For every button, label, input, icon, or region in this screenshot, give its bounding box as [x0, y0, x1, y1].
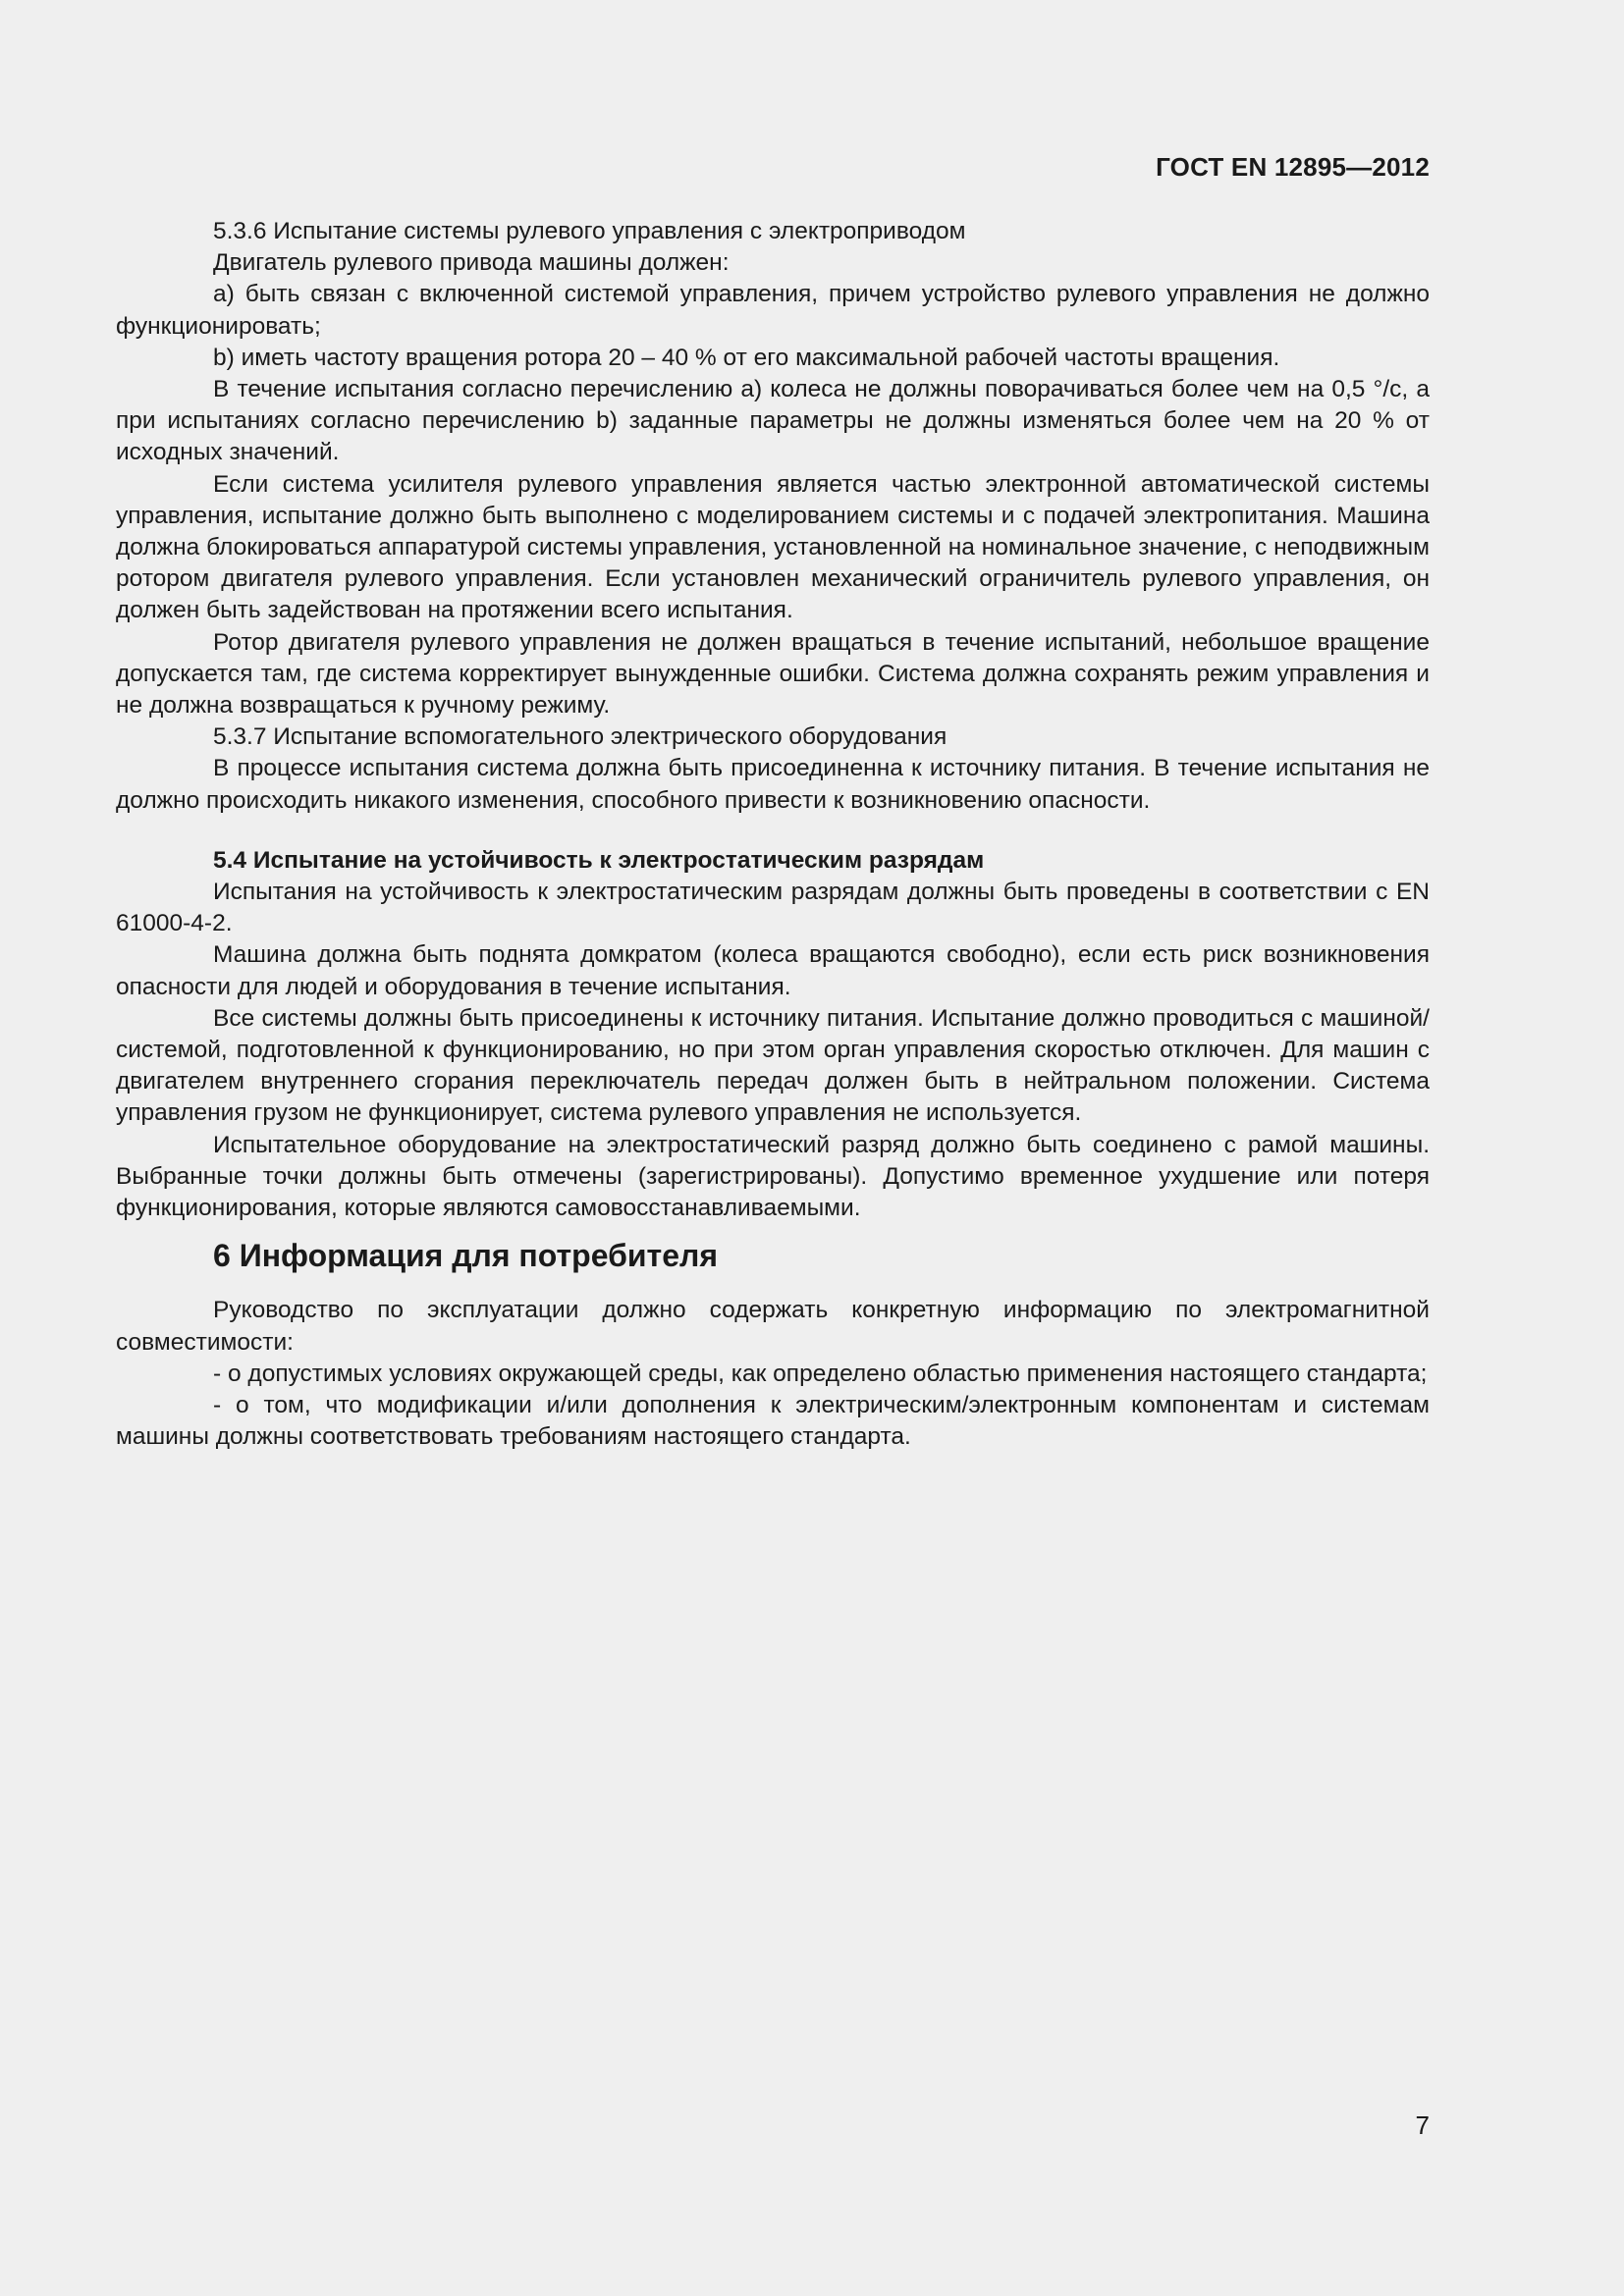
section-5-4-heading: 5.4 Испытание на устойчивость к электростатическим разрядам: [213, 846, 985, 874]
section-6-heading: 6 Информация для потребителя: [213, 1238, 718, 1274]
paragraph: Если система усилителя рулевого управления является частью электронной автоматической системы управления, испытание должно быть выполнено с моделированием системы и с подачей электропитания. Машина должна блокироваться аппаратурой системы управления, установленной на номинальное значение, с неподвижным ротором двигателя рулевого управления. Если установлен механический ограничитель рулевого управления, он должен быть задействован на протяжении всего испытания.: [116, 470, 1430, 624]
list-item: - о допустимых условиях окружающей среды, как определено областью применения настоящего стандарта;: [213, 1360, 1428, 1387]
paragraph: Машина должна быть поднята домкратом (колеса вращаются свободно), если есть риск возникновения опасности для людей и оборудования в течение испытания.: [116, 941, 1430, 1000]
list-item-b: b) иметь частоту вращения ротора 20 – 40 % от его максимальной рабочей частоты вращения.: [213, 344, 1280, 371]
paragraph: Руководство по эксплуатации должно содержать конкретную информацию по электромагнитной совместимости:: [116, 1297, 1430, 1356]
paragraph: Испытания на устойчивость к электростатическим разрядам должны быть проведены в соответствии с EN 61000-4-2.: [116, 879, 1430, 937]
list-item-a: а) быть связан с включенной системой управления, причем устройство рулевого управления не должно функционировать;: [116, 281, 1430, 340]
page-body: [116, 216, 1430, 1453]
list-item: - о том, что модификации и/или дополнения к электрическим/электронным компонентам и системам машины должны соответствовать требованиям настоящего стандарта.: [116, 1391, 1430, 1451]
subsection-5-3-6-title: 5.3.6 Испытание системы рулевого управления с электроприводом: [213, 218, 966, 244]
paragraph: Ротор двигателя рулевого управления не должен вращаться в течение испытаний, небольшое вращение допускается там, где система корректирует вынужденные ошибки. Система должна сохранять режим управления и не должна возвращаться к ручному режиму.: [116, 628, 1430, 720]
subsection-5-3-7-title: 5.3.7 Испытание вспомогательного электрического оборудования: [213, 723, 947, 751]
paragraph: Все системы должны быть присоединены к источнику питания. Испытание должно проводиться с машиной/системой, подготовленной к функционированию, но при этом орган управления скоростью отключен. Для машин с двигателем внутреннего сгорания переключатель передач должен быть в нейтральном положении. Система управления грузом не функционирует, система рулевого управления не используется.: [116, 1004, 1430, 1127]
paragraph: Испытательное оборудование на электростатический разряд должно быть соединено с рамой машины. Выбранные точки должны быть отмечены (зарегистрированы). Допустимо временное ухудшение или потеря функционирования, которые являются самовосстанавливаемыми.: [116, 1131, 1430, 1222]
paragraph: Двигатель рулевого привода машины должен:: [213, 249, 730, 277]
paragraph: В процессе испытания система должна быть присоединенна к источнику питания. В течение испытания не должно происходить никакого изменения, способного привести к возникновению опасности.: [116, 755, 1430, 814]
paragraph: В течение испытания согласно перечислению а) колеса не должны поворачиваться более чем на 0,5 °/с, а при испытаниях согласно перечислению b) заданные параметры не должны изменяться более чем на 20 % от исходных значений.: [116, 376, 1430, 466]
page-number: 7: [1415, 2110, 1430, 2140]
document-header: ГОСТ EN 12895—2012: [1156, 152, 1430, 182]
